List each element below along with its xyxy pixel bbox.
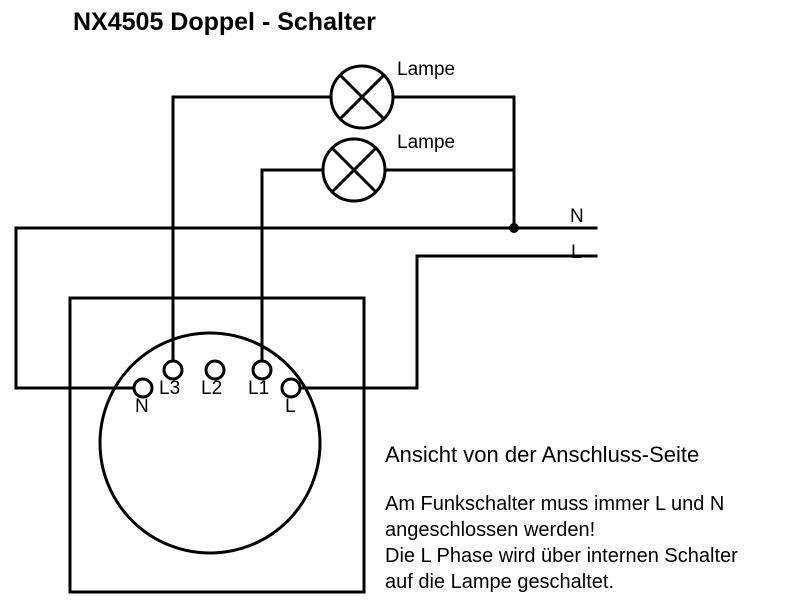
wire-l1-to-bottom-lamp	[262, 170, 323, 370]
wire-top-lamp-to-neutral	[393, 97, 514, 228]
terminal-n-label: N	[135, 396, 149, 417]
note-line-4: auf die Lampe geschaltet.	[385, 571, 615, 593]
page-title: NX4505 Doppel - Schalter	[73, 8, 376, 36]
terminal-l3[interactable]	[164, 361, 182, 379]
neutral-line-label: N	[570, 206, 584, 227]
terminal-l[interactable]	[282, 379, 300, 397]
lamp-top-label: Lampe	[397, 59, 456, 80]
terminal-l2[interactable]	[206, 361, 224, 379]
terminal-n[interactable]	[134, 379, 152, 397]
note-line-1: Am Funkschalter muss immer L und N	[385, 493, 725, 515]
live-line-label: L	[571, 242, 582, 263]
terminal-group	[134, 361, 300, 417]
terminal-l-label: L	[285, 396, 296, 417]
note-heading: Ansicht von der Anschluss-Seite	[385, 442, 700, 467]
lamp-bottom	[323, 132, 455, 201]
lamp-bottom-label: Lampe	[397, 132, 456, 153]
terminal-l1[interactable]	[253, 361, 271, 379]
wire-live-bus	[291, 256, 596, 388]
junction-dot-neutral	[509, 223, 519, 233]
switch-body	[70, 298, 364, 592]
terminal-l3-label: L3	[159, 378, 181, 399]
terminal-l1-label: L1	[248, 378, 270, 399]
wire-neutral-to-n-terminal	[16, 228, 143, 388]
terminal-l2-label: L2	[201, 378, 223, 399]
wire-group	[16, 97, 596, 388]
lamp-top	[331, 59, 455, 128]
note-line-2: angeschlossen werden!	[385, 519, 596, 541]
wire-l3-to-top-lamp	[173, 97, 331, 370]
note-line-3: Die L Phase wird über internen Schalter	[385, 545, 738, 567]
